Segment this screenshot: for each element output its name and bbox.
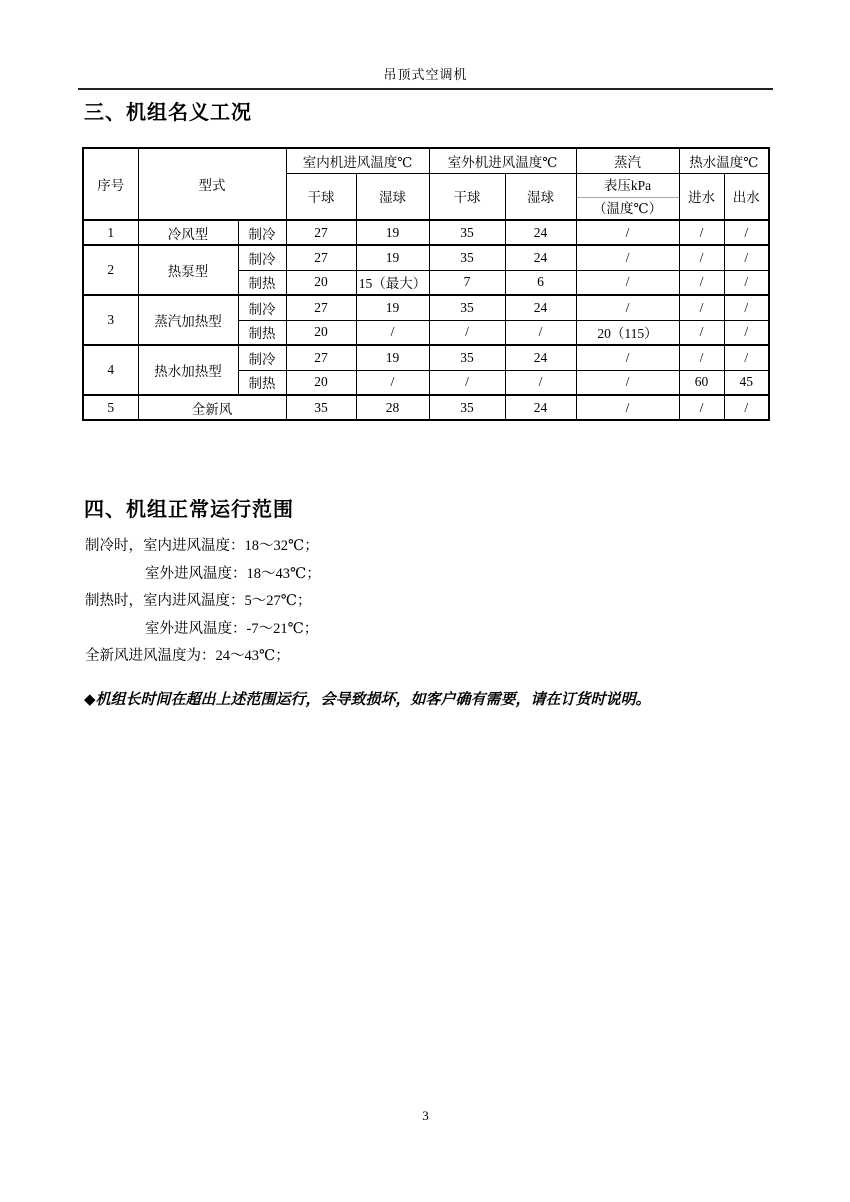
value-cell: 20（115） xyxy=(576,320,679,345)
type-cell: 热泵型 xyxy=(138,245,238,295)
section-3-title: 三、机组名义工况 xyxy=(84,102,252,124)
table-row xyxy=(83,245,769,270)
value-cell: 35 xyxy=(429,295,505,320)
value-cell: / xyxy=(724,270,769,295)
header-wet-bulb-outdoor: 湿球 xyxy=(505,173,576,220)
seq-cell: 4 xyxy=(83,345,138,395)
value-cell: 27 xyxy=(286,220,356,245)
value-cell: 24 xyxy=(505,295,576,320)
value-cell: 45 xyxy=(724,370,769,395)
value-cell: 35 xyxy=(429,245,505,270)
mode-cell: 制热 xyxy=(238,320,286,345)
value-cell: / xyxy=(679,320,724,345)
type-cell: 冷风型 xyxy=(138,220,238,245)
header-steam-group: 蒸汽 xyxy=(576,148,679,173)
header-rule xyxy=(78,88,773,90)
seq-cell: 5 xyxy=(83,395,138,420)
value-cell: 35 xyxy=(429,345,505,370)
type-cell: 蒸汽加热型 xyxy=(138,295,238,345)
header-indoor-group: 室内机进风温度℃ xyxy=(286,148,429,173)
value-cell: 19 xyxy=(356,295,429,320)
value-cell: / xyxy=(679,295,724,320)
value-cell: / xyxy=(724,320,769,345)
value-cell: 20 xyxy=(286,270,356,295)
value-cell: / xyxy=(679,220,724,245)
value-cell: / xyxy=(505,320,576,345)
page-number: 3 xyxy=(422,1108,429,1123)
mode-cell: 制冷 xyxy=(238,295,286,320)
value-cell: / xyxy=(724,220,769,245)
header-water-out: 出水 xyxy=(724,173,769,220)
value-cell: 27 xyxy=(286,245,356,270)
value-cell: / xyxy=(679,245,724,270)
type-cell: 热水加热型 xyxy=(138,345,238,395)
seq-cell: 3 xyxy=(83,295,138,345)
value-cell: 7 xyxy=(429,270,505,295)
value-cell: 19 xyxy=(356,245,429,270)
value-cell: / xyxy=(576,295,679,320)
mode-cell: 制冷 xyxy=(238,220,286,245)
section-4-title: 四、机组正常运行范围 xyxy=(84,499,294,521)
value-cell: / xyxy=(576,395,679,420)
header-hot-water-group: 热水温度℃ xyxy=(679,148,769,173)
operating-note: ◆机组长时间在超出上述范围运行，会导致损坏，如客户确有需要，请在订货时说明。 xyxy=(84,692,651,708)
table-row xyxy=(83,295,769,320)
value-cell: 60 xyxy=(679,370,724,395)
value-cell: 24 xyxy=(505,395,576,420)
value-cell: / xyxy=(724,245,769,270)
mode-cell: 制热 xyxy=(238,270,286,295)
table-row xyxy=(83,220,769,245)
header-dry-bulb-indoor: 干球 xyxy=(286,173,356,220)
value-cell: 35 xyxy=(429,220,505,245)
value-cell: 19 xyxy=(356,345,429,370)
mode-cell: 制冷 xyxy=(238,345,286,370)
value-cell: / xyxy=(724,345,769,370)
value-cell: / xyxy=(679,270,724,295)
header-steam-temp: （温度℃） xyxy=(592,200,663,216)
seq-cell: 2 xyxy=(83,245,138,295)
table-row xyxy=(83,395,769,420)
value-cell: / xyxy=(679,345,724,370)
mode-cell: 制冷 xyxy=(238,245,286,270)
value-cell: 28 xyxy=(356,395,429,420)
value-cell: / xyxy=(429,320,505,345)
mode-cell: 制热 xyxy=(238,370,286,395)
value-cell: / xyxy=(679,395,724,420)
value-cell: / xyxy=(576,245,679,270)
value-cell: / xyxy=(429,370,505,395)
value-cell: 24 xyxy=(505,245,576,270)
operating-range-line: 室外进风温度：18～43℃； xyxy=(145,565,321,582)
value-cell: 15（最大） xyxy=(356,270,429,295)
header-type: 型式 xyxy=(138,148,286,220)
header-water-in: 进水 xyxy=(679,173,724,220)
value-cell: / xyxy=(724,295,769,320)
value-cell: 27 xyxy=(286,295,356,320)
header-seq: 序号 xyxy=(83,148,138,220)
header-wet-bulb-indoor: 湿球 xyxy=(356,173,429,220)
value-cell: / xyxy=(505,370,576,395)
value-cell: 19 xyxy=(356,220,429,245)
value-cell: 27 xyxy=(286,345,356,370)
value-cell: / xyxy=(576,345,679,370)
value-cell: 20 xyxy=(286,320,356,345)
header-steam-detail xyxy=(576,173,679,220)
value-cell: / xyxy=(356,370,429,395)
value-cell: / xyxy=(576,270,679,295)
page-header-title: 吊顶式空调机 xyxy=(383,67,468,82)
value-cell: 35 xyxy=(286,395,356,420)
operating-range-line: 制冷时，室内进风温度：18～32℃； xyxy=(85,538,319,554)
value-cell: / xyxy=(576,370,679,395)
value-cell: 24 xyxy=(505,345,576,370)
operating-range-line: 全新风进风温度为：24～43℃； xyxy=(85,648,290,664)
value-cell: / xyxy=(724,395,769,420)
type-cell: 全新风 xyxy=(138,395,286,420)
header-dry-bulb-outdoor: 干球 xyxy=(429,173,505,220)
nominal-conditions-table xyxy=(82,147,770,421)
operating-range-line: 制热时，室内进风温度：5～27℃； xyxy=(85,593,312,609)
table-row xyxy=(83,345,769,370)
header-outdoor-group: 室外机进风温度℃ xyxy=(429,148,576,173)
value-cell: 6 xyxy=(505,270,576,295)
seq-cell: 1 xyxy=(83,220,138,245)
value-cell: / xyxy=(576,220,679,245)
operating-range-line: 室外进风温度：-7～21℃； xyxy=(145,620,319,637)
header-steam-pressure: 表压kPa xyxy=(577,174,679,198)
value-cell: 35 xyxy=(429,395,505,420)
value-cell: 24 xyxy=(505,220,576,245)
operating-range-lines xyxy=(85,533,685,671)
value-cell: 20 xyxy=(286,370,356,395)
value-cell: / xyxy=(356,320,429,345)
